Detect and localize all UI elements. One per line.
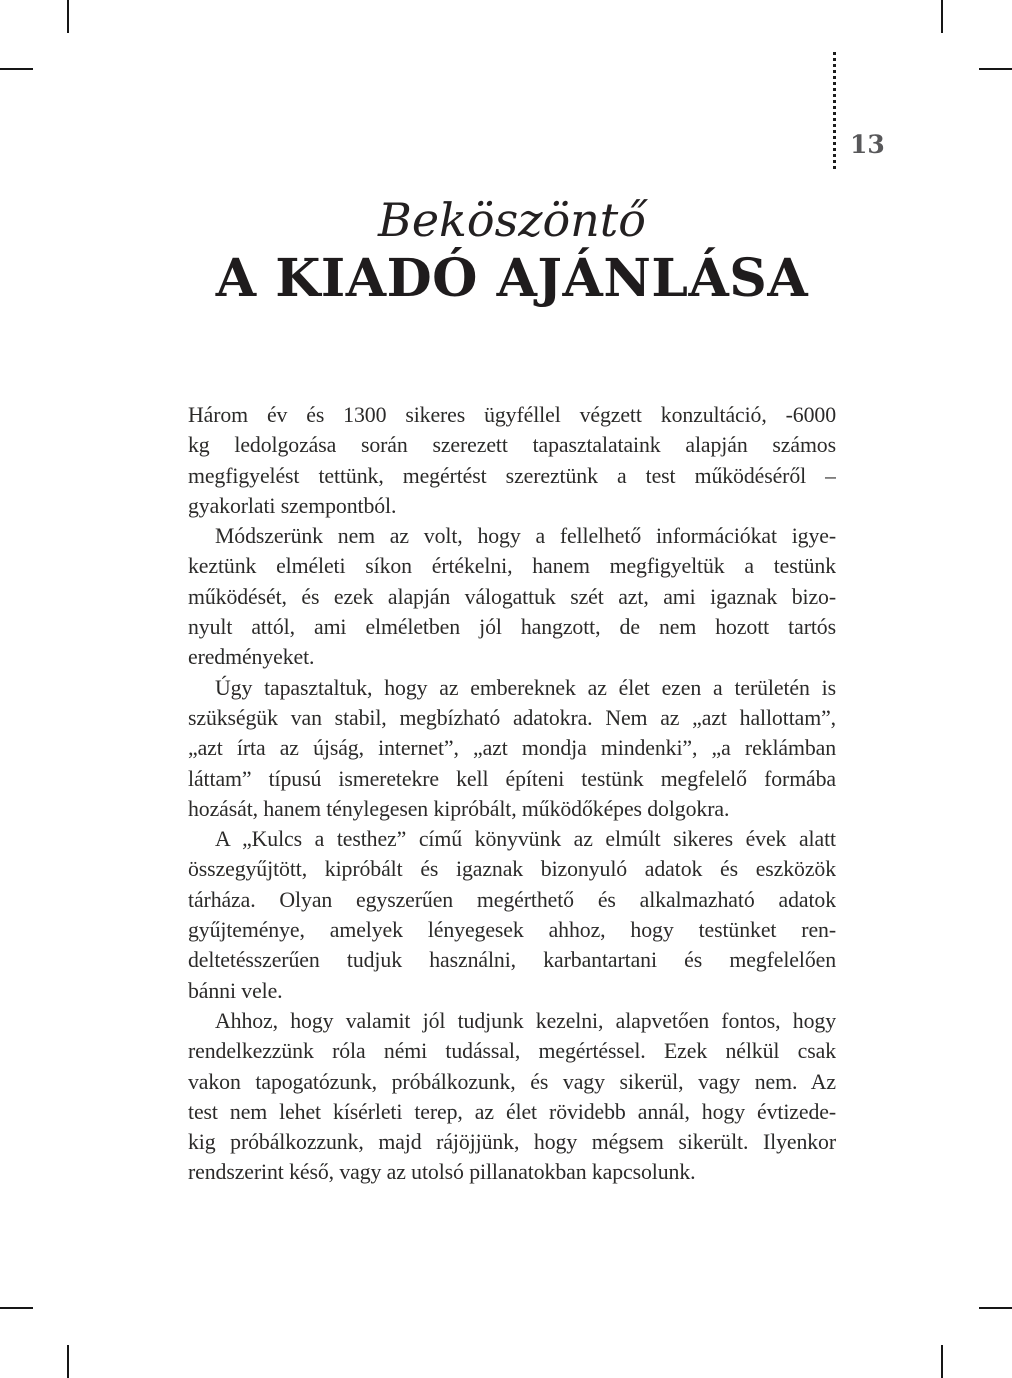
text-line: Ahhoz, hogy valamit jól tudjunk kezelni, alapvetően fontos, hogy xyxy=(215,1008,836,1033)
text-line: tárháza. Olyan egyszerűen megérthető és alkalmazható adatok xyxy=(188,887,836,912)
text-line: Három év és 1300 sikeres ügyféllel végzett konzultáció, -6000 xyxy=(188,403,836,427)
chapter-kicker: Beköszöntő xyxy=(378,193,646,247)
text-line: Úgy tapasztaltuk, hogy az embereknek az élet ezen a területén is xyxy=(215,675,836,700)
text-line: rendszerint késő, vagy az utolsó pillanatokban kapcsolunk. xyxy=(188,1160,696,1185)
paragraph xyxy=(188,400,836,521)
text-line: megfigyelést tettünk, megértést szereztünk a test működéséről – xyxy=(188,463,836,488)
text-line: kig próbálkozzunk, majd rájöjjünk, hogy mégsem sikerült. Ilyenkor xyxy=(188,1130,836,1155)
text-line: nyult attól, ami elméletben jól hangzott, de nem hozott tartós xyxy=(188,615,836,640)
body-text xyxy=(188,400,836,1188)
crop-mark-bottom-left-horizontal xyxy=(0,1307,33,1309)
text-line: kg ledolgozása során szerezett tapasztalataink alapján számos xyxy=(188,433,836,458)
crop-mark-bottom-right-horizontal xyxy=(979,1307,1012,1309)
text-line: rendelkezzünk róla némi tudással, megértéssel. Ezek nélkül csak xyxy=(188,1039,836,1064)
text-line: szükségük van stabil, megbízható adatokra. Nem az „azt hallottam”, xyxy=(188,705,836,730)
text-line: test nem lehet kísérleti terep, az élet rövidebb annál, hogy évtizede- xyxy=(188,1099,836,1124)
text-line: Módszerünk nem az volt, hogy a fellelhető információkat igye- xyxy=(215,524,836,549)
text-line: vakon tapogatózunk, próbálkozunk, és vagy sikerül, vagy nem. Az xyxy=(188,1069,836,1094)
paragraph xyxy=(188,521,836,672)
text-line: keztünk elméleti síkon értékelni, hanem megfigyeltük a testünk xyxy=(188,554,836,579)
text-line: eredményeket. xyxy=(188,645,315,670)
crop-mark-top-right-vertical xyxy=(941,0,943,33)
chapter-title: A KIADÓ AJÁNLÁSA xyxy=(215,248,809,309)
text-line: működését, és ezek alapján válogattuk szét azt, ami igaznak bizo- xyxy=(188,584,836,609)
crop-mark-top-left-vertical xyxy=(67,0,69,33)
paragraph xyxy=(188,824,836,1006)
dotted-rule xyxy=(833,52,836,171)
paragraph xyxy=(188,673,836,824)
text-line: hozását, hanem ténylegesen kipróbált, működőképes dolgokra. xyxy=(188,796,730,821)
text-line: „azt írta az újság, internet”, „azt mondja mindenki”, „a reklámban xyxy=(188,736,836,761)
text-line: bánni vele. xyxy=(188,978,283,1003)
crop-mark-top-left-horizontal xyxy=(0,68,33,70)
text-line: gyűjteménye, amelyek lényegesek ahhoz, hogy testünket ren- xyxy=(188,918,836,943)
text-line: deltetésszerűen tudjuk használni, karbantartani és megfelelően xyxy=(188,948,836,973)
crop-mark-bottom-right-vertical xyxy=(941,1345,943,1378)
text-line: láttam” típusú ismeretekre kell építeni testünk megfelelő formába xyxy=(188,766,836,791)
crop-mark-top-right-horizontal xyxy=(979,68,1012,70)
text-line: gyakorlati szempontból. xyxy=(188,493,397,518)
crop-mark-bottom-left-vertical xyxy=(67,1345,69,1378)
paragraph xyxy=(188,1006,836,1188)
page-number: 13 xyxy=(850,130,885,159)
text-line: A „Kulcs a testhez” című könyvünk az elmúlt sikeres évek alatt xyxy=(215,827,836,852)
text-line: összegyűjtött, kipróbált és igaznak bizonyuló adatok és eszközök xyxy=(188,857,836,882)
